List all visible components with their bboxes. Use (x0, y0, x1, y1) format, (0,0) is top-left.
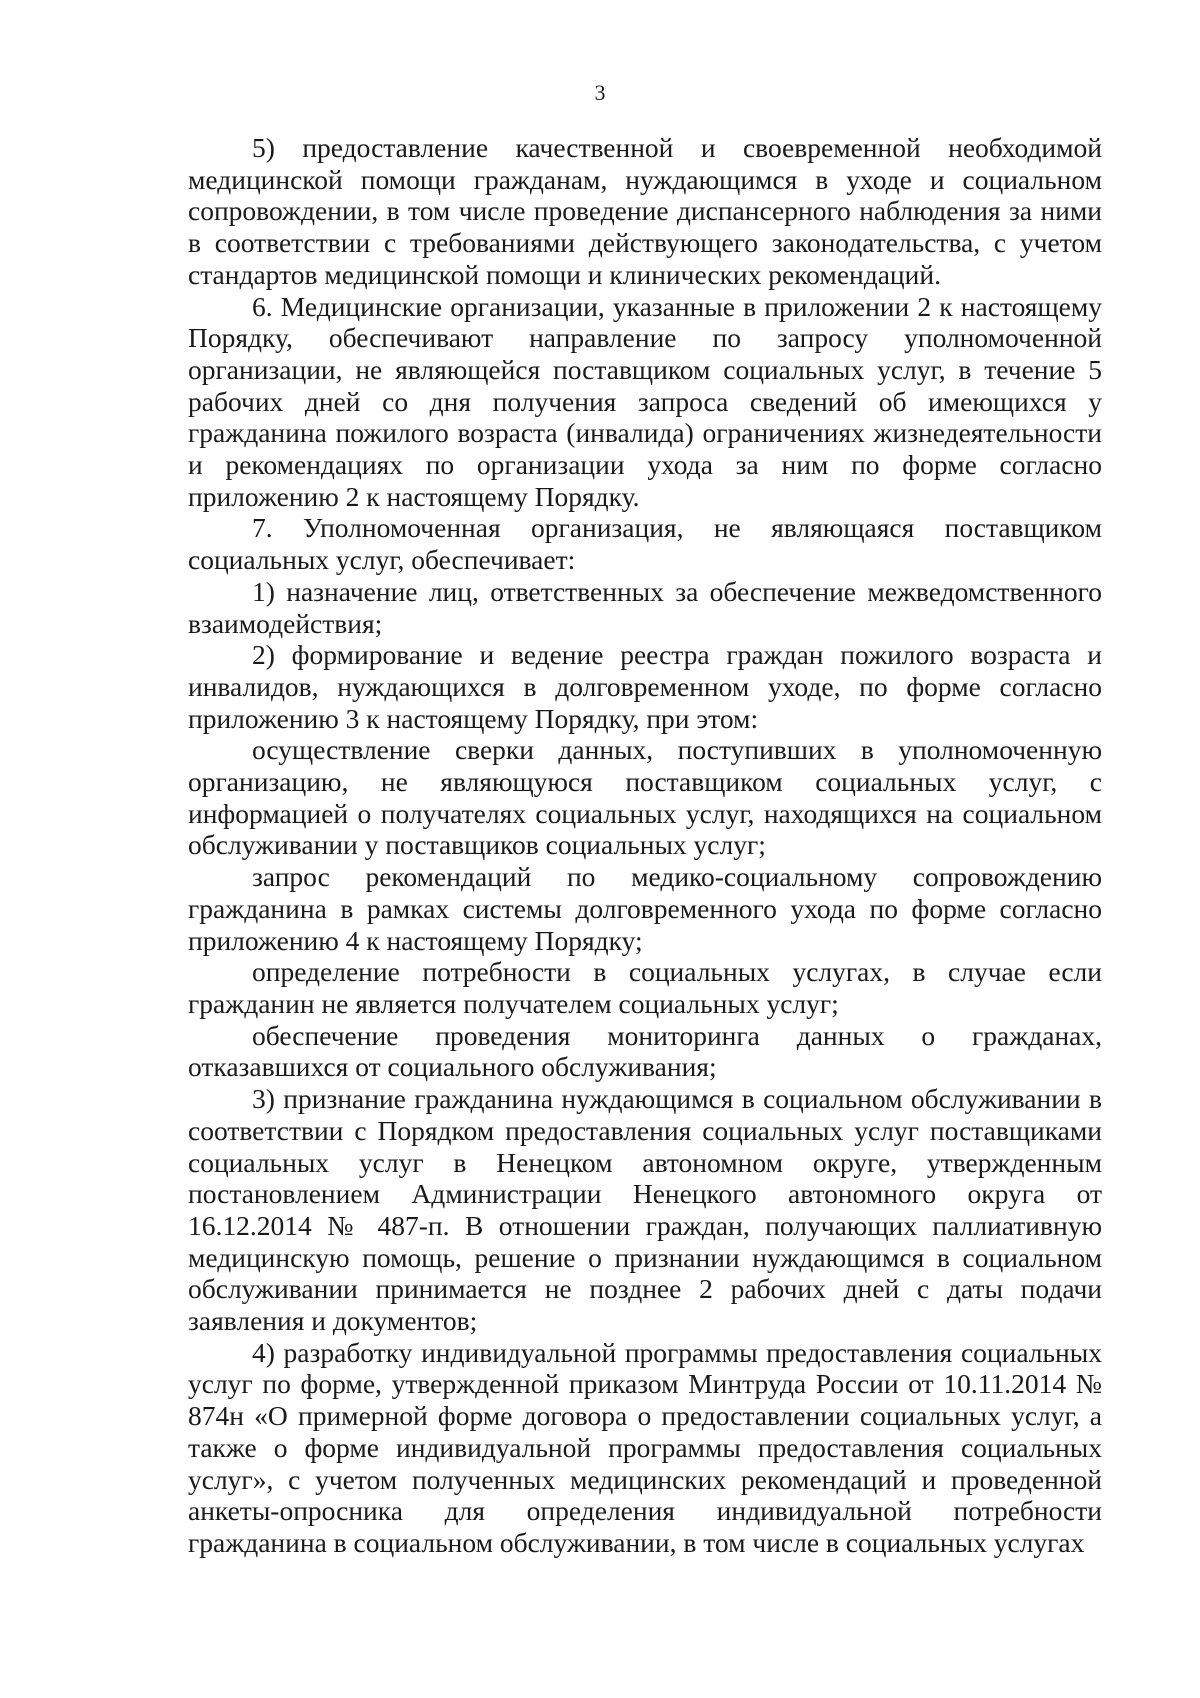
paragraph-recommendations-request: запрос рекомендаций по медико-социальному сопровождению гражданина в рамках системы долговременного ухода по форме согласно приложению 4 к настоящему Порядку; (188, 861, 1102, 956)
paragraph-item-2-registry: 2) формирование и ведение реестра граждан пожилого возраста и инвалидов, нуждающихся в долговременном уходе, по форме согласно приложению 3 к настоящему Порядку, при этом: (188, 639, 1102, 734)
paragraph-data-reconciliation: осуществление сверки данных, поступивших в уполномоченную организацию, не являющуюся поставщиком социальных услуг, с информацией о получателях социальных услуг, находящихся на социальном обслуживании у поставщиков социальных услуг; (188, 734, 1102, 861)
page-number: 3 (594, 80, 606, 105)
paragraph-section-7: 7. Уполномоченная организация, не являющаяся поставщиком социальных услуг, обеспечивает: (188, 512, 1102, 576)
paragraph-item-4-individual-program: 4) разработку индивидуальной программы предоставления социальных услуг по форме, утвержденной приказом Минтруда России от 10.11.2014 № 874н «О примерной форме договора о предоставлении социальных услуг, а также о форме индивидуальной программы предоставления социальных услуг», с учетом полученных медицинских рекомендаций и проведенной анкеты-опросника для определения индивидуальной потребности гражданина в социальном обслуживании, в том числе в социальных услугах (188, 1336, 1102, 1558)
paragraph-item-1-responsible-persons: 1) назначение лиц, ответственных за обеспечение межведомственного взаимодействия; (188, 575, 1102, 639)
paragraph-section-6: 6. Медицинские организации, указанные в приложении 2 к настоящему Порядку, обеспечивают направление по запросу уполномоченной организации, не являющейся поставщиком социальных услуг, в течение 5 рабочих дней со дня получения запроса сведений об имеющихся у гражданина пожилого возраста (инвалида) ограничениях жизнедеятельности и рекомендациях по организации ухода за ним по форме согласно приложению 2 к настоящему Порядку. (188, 290, 1102, 512)
document-body (188, 132, 1102, 1559)
paragraph-monitoring: обеспечение проведения мониторинга данных о гражданах, отказавшихся от социального обслуживания; (188, 1019, 1102, 1083)
paragraph-needs-assessment: определение потребности в социальных услугах, в случае если гражданин не является получателем социальных услуг; (188, 956, 1102, 1019)
paragraph-item-3-recognition: 3) признание гражданина нуждающимся в социальном обслуживании в соответствии с Порядком предоставления социальных услуг поставщиками социальных услуг в Ненецком автономном округе, утвержденным постановлением Администрации Ненецкого автономного округа от 16.12.2014 № 487-п. В отношении граждан, получающих паллиативную медицинскую помощь, решение о признании нуждающимся в социальном обслуживании принимается не позднее 2 рабочих дней с даты подачи заявления и документов; (188, 1083, 1102, 1337)
paragraph-item-5-medical-care: 5) предоставление качественной и своевременной необходимой медицинской помощи гражданам, нуждающимся в уходе и социальном сопровождении, в том числе проведение диспансерного наблюдения за ними в соответствии с требованиями действующего законодательства, с учетом стандартов медицинской помощи и клинических рекомендаций. (188, 132, 1102, 290)
